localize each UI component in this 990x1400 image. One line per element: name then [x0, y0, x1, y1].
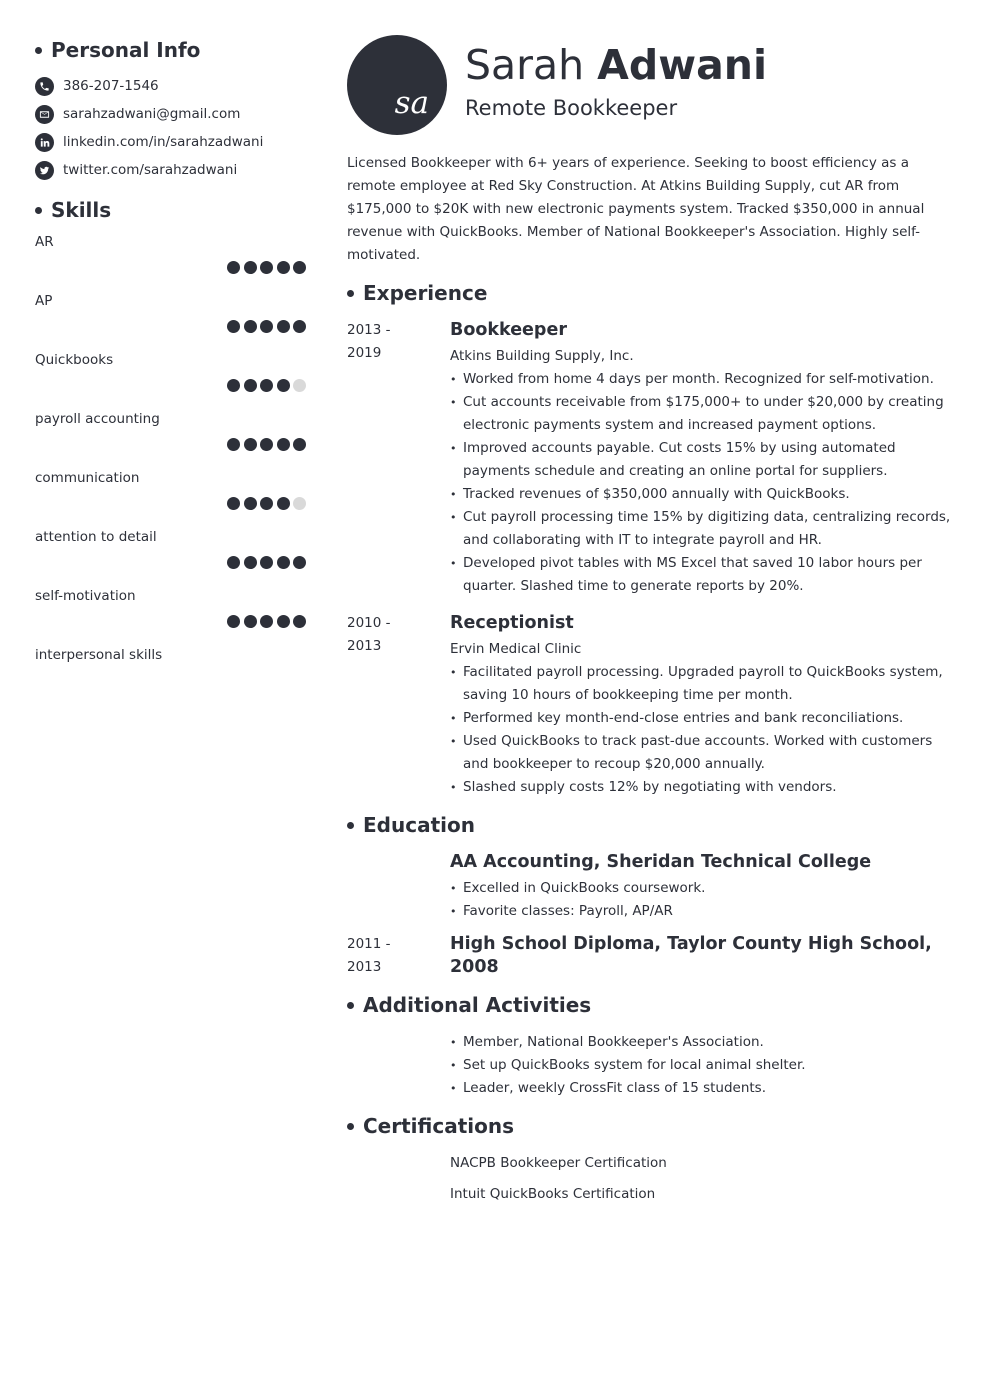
rating-dot-filled	[293, 261, 306, 274]
heading-bullet	[347, 1123, 354, 1130]
education-section	[347, 813, 957, 979]
job-body	[450, 319, 957, 598]
rating-dot-filled	[244, 261, 257, 274]
list-item: • Excelled in QuickBooks coursework.	[450, 877, 957, 900]
personal-info-heading	[35, 38, 310, 62]
education-heading	[347, 813, 957, 837]
skills-heading-text: Skills	[51, 198, 112, 222]
email-icon	[35, 105, 54, 124]
certification-item: Intuit QuickBooks Certification	[450, 1186, 656, 1202]
rating-dot-filled	[260, 379, 273, 392]
skill-rating	[224, 497, 307, 510]
education-entry	[347, 933, 957, 979]
date-start: 2013 -	[347, 322, 391, 338]
skill-name: AR	[35, 234, 54, 250]
date-start: 2011 -	[347, 936, 391, 952]
job-title-entry: Receptionist	[450, 613, 574, 633]
skill-name: AP	[35, 293, 53, 309]
date-start: 2010 -	[347, 615, 391, 631]
job-bullets	[450, 368, 957, 598]
rating-dot-filled	[227, 261, 240, 274]
rating-dot-filled	[244, 320, 257, 333]
list-item: • Set up QuickBooks system for local animal shelter.	[450, 1054, 957, 1077]
phone-icon	[35, 77, 54, 96]
resume-header	[347, 35, 957, 135]
list-item: • Worked from home 4 days per month. Recognized for self-motivation.	[450, 368, 957, 391]
rating-dot-filled	[260, 497, 273, 510]
list-item: • Cut accounts receivable from $175,000+ to under $20,000 by creating electronic payments system and increased payment options.	[450, 391, 957, 437]
list-item: • Performed key month-end-close entries and bank reconciliations.	[450, 707, 957, 730]
skill-name: communication	[35, 470, 140, 486]
job-company: Ervin Medical Clinic	[450, 641, 582, 657]
last-name: Adwani	[597, 41, 768, 89]
certifications-entry	[347, 1152, 957, 1206]
list-item: • Leader, weekly CrossFit class of 15 students.	[450, 1077, 957, 1100]
linkedin-icon	[35, 133, 54, 152]
heading-bullet	[35, 207, 42, 214]
rating-dot-filled	[293, 556, 306, 569]
date-end: 2019	[347, 345, 382, 361]
skill-name: self-motivation	[35, 588, 136, 604]
contact-email	[35, 100, 310, 128]
degree-title: High School Diploma, Taylor County High School, 2008	[450, 934, 932, 977]
contact-phone	[35, 72, 310, 100]
heading-bullet	[35, 47, 42, 54]
rating-dot-empty	[293, 497, 306, 510]
activities-heading-text: Additional Activities	[363, 993, 592, 1017]
education-heading-text: Education	[363, 813, 475, 837]
heading-bullet	[347, 1002, 354, 1009]
activities-heading	[347, 993, 957, 1017]
certifications-section	[347, 1114, 957, 1206]
job-entry	[347, 612, 957, 799]
certification-item: NACPB Bookkeeper Certification	[450, 1155, 667, 1171]
rating-dot-filled	[227, 615, 240, 628]
list-item: • Cut payroll processing time 15% by digitizing data, centralizing records, and collaborating with IT to integrate payroll and HR.	[450, 506, 957, 552]
activities-entry	[347, 1031, 957, 1100]
skill-item	[35, 647, 310, 706]
job-title-entry: Bookkeeper	[450, 320, 567, 340]
rating-dot-filled	[244, 379, 257, 392]
skill-item	[35, 411, 310, 470]
rating-dot-filled	[244, 497, 257, 510]
heading-bullet	[347, 822, 354, 829]
rating-dot-filled	[227, 438, 240, 451]
experience-section	[347, 281, 957, 799]
skill-item	[35, 352, 310, 411]
first-name: Sarah	[465, 41, 585, 89]
monogram-avatar	[347, 35, 447, 135]
skill-name: payroll accounting	[35, 411, 160, 427]
job-dates	[347, 612, 450, 799]
phone-text: 386-207-1546	[63, 78, 159, 94]
personal-info-heading-text: Personal Info	[51, 38, 201, 62]
skills-list	[35, 234, 310, 706]
job-body	[450, 612, 957, 799]
list-item: • Used QuickBooks to track past-due accounts. Worked with customers and bookkeeper to recoup $20,000 annually.	[450, 730, 957, 776]
activities-bullets	[450, 1031, 957, 1100]
skill-item	[35, 234, 310, 293]
list-item: • Member, National Bookkeeper's Association.	[450, 1031, 957, 1054]
rating-dot-filled	[277, 379, 290, 392]
skill-rating	[224, 556, 307, 569]
job-entry	[347, 319, 957, 598]
job-bullets	[450, 661, 957, 799]
certifications-heading-text: Certifications	[363, 1114, 514, 1138]
skill-name: interpersonal skills	[35, 647, 163, 663]
experience-heading-text: Experience	[363, 281, 488, 305]
list-item: • Developed pivot tables with MS Excel that saved 10 labor hours per quarter. Slashed time to generate reports by 20%.	[450, 552, 957, 598]
rating-dot-filled	[260, 615, 273, 628]
heading-bullet	[347, 290, 354, 297]
monogram-text: sa	[394, 85, 429, 121]
rating-dot-filled	[277, 438, 290, 451]
rating-dot-filled	[260, 438, 273, 451]
skill-rating	[224, 320, 307, 333]
rating-dot-filled	[260, 261, 273, 274]
rating-dot-filled	[277, 261, 290, 274]
rating-dot-filled	[244, 556, 257, 569]
list-item: • Slashed supply costs 12% by negotiating with vendors.	[450, 776, 957, 799]
twitter-icon	[35, 161, 54, 180]
certifications-body	[450, 1152, 957, 1206]
skill-rating	[224, 261, 307, 274]
education-dates	[347, 933, 450, 979]
activities-spacer	[347, 1031, 450, 1100]
education-dates	[347, 851, 450, 923]
certifications-spacer	[347, 1152, 450, 1206]
rating-dot-filled	[293, 615, 306, 628]
date-end: 2013	[347, 959, 382, 975]
skills-heading	[35, 198, 310, 222]
rating-dot-filled	[293, 438, 306, 451]
list-item: • Tracked revenues of $350,000 annually with QuickBooks.	[450, 483, 957, 506]
date-end: 2013	[347, 638, 382, 654]
activities-section	[347, 993, 957, 1100]
list-item: • Improved accounts payable. Cut costs 15% by using automated payments schedule and creating an online portal for suppliers.	[450, 437, 957, 483]
contact-linkedin	[35, 128, 310, 156]
skill-item	[35, 293, 310, 352]
rating-dot-filled	[277, 556, 290, 569]
rating-dot-filled	[244, 438, 257, 451]
rating-dot-filled	[277, 320, 290, 333]
rating-dot-filled	[260, 556, 273, 569]
activities-body	[450, 1031, 957, 1100]
rating-dot-filled	[260, 320, 273, 333]
skill-name: Quickbooks	[35, 352, 114, 368]
skill-item	[35, 470, 310, 529]
skill-rating	[224, 615, 307, 628]
rating-dot-filled	[227, 320, 240, 333]
rating-dot-filled	[277, 497, 290, 510]
contact-twitter	[35, 156, 310, 184]
linkedin-link[interactable]: linkedin.com/in/sarahzadwani	[63, 134, 264, 150]
experience-heading	[347, 281, 957, 305]
contact-list	[35, 72, 310, 184]
rating-dot-filled	[244, 615, 257, 628]
rating-dot-filled	[227, 497, 240, 510]
left-column	[35, 38, 310, 706]
education-body	[450, 933, 957, 979]
rating-dot-filled	[227, 379, 240, 392]
rating-dot-filled	[277, 615, 290, 628]
full-name	[465, 39, 767, 91]
skill-item	[35, 588, 310, 647]
summary: Licensed Bookkeeper with 6+ years of experience. Seeking to boost efficiency as a remote employee at Red Sky Construction. At Atkins Building Supply, cut AR from $175,000 to $20K with new electronic payments system. Tracked $350,000 in annual revenue with QuickBooks. Member of National Bookkeeper's Association. Highly self-motivated.	[347, 155, 925, 263]
twitter-link[interactable]: twitter.com/sarahzadwani	[63, 162, 238, 178]
certifications-heading	[347, 1114, 957, 1138]
job-dates	[347, 319, 450, 598]
rating-dot-filled	[227, 556, 240, 569]
email-link[interactable]: sarahzadwani@gmail.com	[63, 106, 241, 122]
education-entry	[347, 851, 957, 923]
skill-name: attention to detail	[35, 529, 157, 545]
education-body	[450, 851, 957, 923]
rating-dot-empty	[293, 379, 306, 392]
job-title: Remote Bookkeeper	[465, 96, 678, 120]
rating-dot-filled	[293, 320, 306, 333]
list-item: • Facilitated payroll processing. Upgraded payroll to QuickBooks system, saving 10 hours of bookkeeping time per month.	[450, 661, 957, 707]
right-column	[347, 35, 957, 1206]
job-company: Atkins Building Supply, Inc.	[450, 348, 634, 364]
list-item: • Favorite classes: Payroll, AP/AR	[450, 900, 957, 923]
skill-rating	[224, 438, 307, 451]
skill-rating	[224, 379, 307, 392]
education-bullets	[450, 877, 957, 923]
skill-item	[35, 529, 310, 588]
degree-title: AA Accounting, Sheridan Technical College	[450, 852, 872, 872]
